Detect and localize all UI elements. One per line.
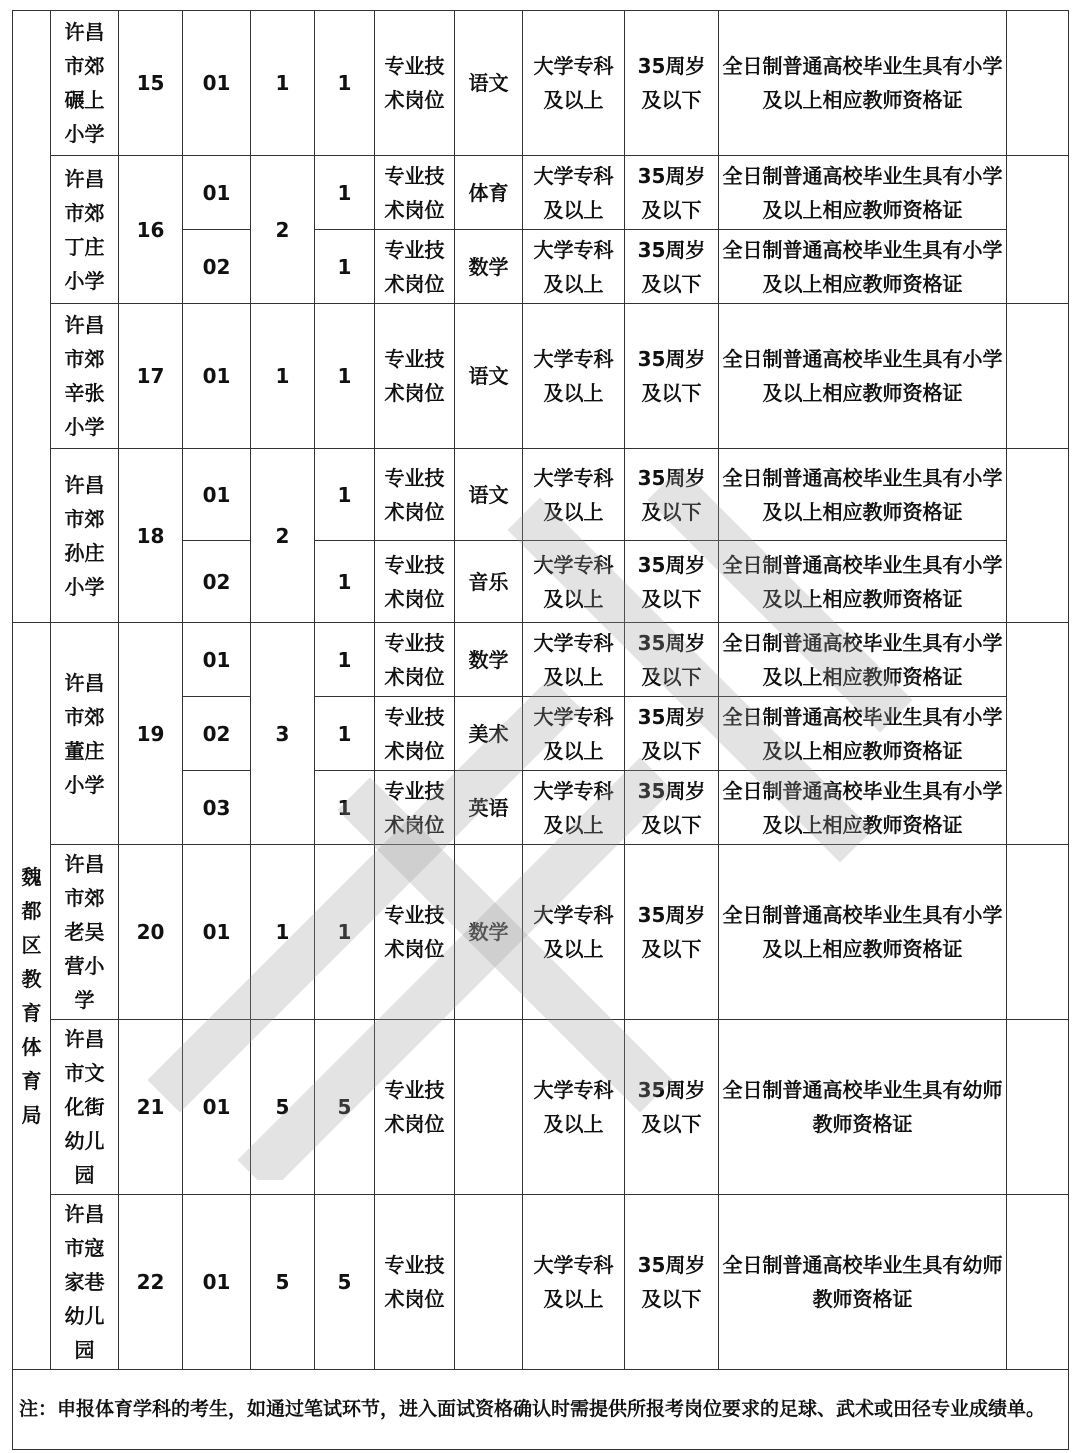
- education: 大学专科 及以上: [523, 541, 625, 623]
- subject: 语文: [455, 304, 523, 449]
- requirement: 全日制普通高校毕业生具有小学及以上相应教师资格证: [719, 845, 1007, 1020]
- position-code: 01: [183, 1020, 251, 1195]
- age-limit: 35周岁 及以下: [625, 11, 719, 156]
- position-code: 01: [183, 156, 251, 230]
- total-count: 5: [251, 1020, 315, 1195]
- requirement: 全日制普通高校毕业生具有小学及以上相应教师资格证: [719, 697, 1007, 771]
- position-count: 1: [315, 156, 375, 230]
- position-count: 1: [315, 304, 375, 449]
- subject: 数学: [455, 845, 523, 1020]
- position-code: 01: [183, 449, 251, 541]
- subject: 体育: [455, 156, 523, 230]
- school-name: 许昌 市郊 辛张 小学: [51, 304, 119, 449]
- position-type: 专业技 术岗位: [375, 1020, 455, 1195]
- age-limit: 35周岁 及以下: [625, 623, 719, 697]
- position-count: 5: [315, 1195, 375, 1370]
- department-name: 魏 都 区 教 育 体 育 局: [13, 623, 51, 1370]
- education: 大学专科 及以上: [523, 845, 625, 1020]
- seq-number: 22: [119, 1195, 183, 1370]
- position-count: 1: [315, 541, 375, 623]
- subject: 美术: [455, 697, 523, 771]
- position-count: 1: [315, 230, 375, 304]
- requirement: 全日制普通高校毕业生具有小学及以上相应教师资格证: [719, 304, 1007, 449]
- position-count: 1: [315, 449, 375, 541]
- subject: [455, 1195, 523, 1370]
- remark: [1007, 1020, 1069, 1195]
- total-count: 3: [251, 623, 315, 845]
- subject: 数学: [455, 230, 523, 304]
- position-code: 01: [183, 11, 251, 156]
- age-limit: 35周岁 及以下: [625, 541, 719, 623]
- seq-number: 17: [119, 304, 183, 449]
- position-count: 1: [315, 697, 375, 771]
- position-code: 01: [183, 845, 251, 1020]
- position-code: 01: [183, 623, 251, 697]
- requirement: 全日制普通高校毕业生具有小学及以上相应教师资格证: [719, 230, 1007, 304]
- total-count: 5: [251, 1195, 315, 1370]
- age-limit: 35周岁 及以下: [625, 1195, 719, 1370]
- school-name: 许昌 市郊 丁庄 小学: [51, 156, 119, 304]
- position-code: 01: [183, 304, 251, 449]
- school-name: 许昌 市郊 老吴 营小 学: [51, 845, 119, 1020]
- remark: [1007, 1195, 1069, 1370]
- requirement: 全日制普通高校毕业生具有幼师教师资格证: [719, 1020, 1007, 1195]
- requirement: 全日制普通高校毕业生具有幼师教师资格证: [719, 1195, 1007, 1370]
- age-limit: 35周岁 及以下: [625, 156, 719, 230]
- seq-number: 16: [119, 156, 183, 304]
- position-code: 02: [183, 697, 251, 771]
- position-count: 1: [315, 845, 375, 1020]
- position-count: 1: [315, 11, 375, 156]
- total-count: 1: [251, 845, 315, 1020]
- total-count: 1: [251, 11, 315, 156]
- position-code: 02: [183, 230, 251, 304]
- position-type: 专业技 术岗位: [375, 230, 455, 304]
- position-type: 专业技 术岗位: [375, 11, 455, 156]
- school-name: 许昌 市郊 董庄 小学: [51, 623, 119, 845]
- seq-number: 15: [119, 11, 183, 156]
- education: 大学专科 及以上: [523, 623, 625, 697]
- age-limit: 35周岁 及以下: [625, 771, 719, 845]
- position-type: 专业技 术岗位: [375, 697, 455, 771]
- education: 大学专科 及以上: [523, 1195, 625, 1370]
- position-type: 专业技 术岗位: [375, 449, 455, 541]
- department-cell-top: [13, 11, 51, 623]
- age-limit: 35周岁 及以下: [625, 230, 719, 304]
- subject: 数学: [455, 623, 523, 697]
- seq-number: 19: [119, 623, 183, 845]
- seq-number: 21: [119, 1020, 183, 1195]
- education: 大学专科 及以上: [523, 771, 625, 845]
- education: 大学专科 及以上: [523, 697, 625, 771]
- age-limit: 35周岁 及以下: [625, 697, 719, 771]
- subject: 音乐: [455, 541, 523, 623]
- position-code: 01: [183, 1195, 251, 1370]
- requirement: 全日制普通高校毕业生具有小学及以上相应教师资格证: [719, 449, 1007, 541]
- seq-number: 18: [119, 449, 183, 623]
- position-type: 专业技 术岗位: [375, 304, 455, 449]
- total-count: 1: [251, 304, 315, 449]
- position-code: 02: [183, 541, 251, 623]
- seq-number: 20: [119, 845, 183, 1020]
- recruitment-table: [12, 10, 1069, 1450]
- position-type: 专业技 术岗位: [375, 771, 455, 845]
- total-count: 2: [251, 449, 315, 623]
- requirement: 全日制普通高校毕业生具有小学及以上相应教师资格证: [719, 541, 1007, 623]
- requirement: 全日制普通高校毕业生具有小学及以上相应教师资格证: [719, 623, 1007, 697]
- position-type: 专业技 术岗位: [375, 541, 455, 623]
- position-type: 专业技 术岗位: [375, 1195, 455, 1370]
- requirement: 全日制普通高校毕业生具有小学及以上相应教师资格证: [719, 11, 1007, 156]
- remark: [1007, 11, 1069, 156]
- education: 大学专科 及以上: [523, 449, 625, 541]
- remark: [1007, 304, 1069, 449]
- school-name: 许昌 市郊 碾上 小学: [51, 11, 119, 156]
- footnote: 注：申报体育学科的考生，如通过笔试环节，进入面试资格确认时需提供所报考岗位要求的足球、武术或田径专业成绩单。: [13, 1370, 1069, 1450]
- remark: [1007, 449, 1069, 623]
- school-name: 许昌 市文 化街 幼儿 园: [51, 1020, 119, 1195]
- school-name: 许昌 市寇 家巷 幼儿 园: [51, 1195, 119, 1370]
- age-limit: 35周岁 及以下: [625, 449, 719, 541]
- position-count: 5: [315, 1020, 375, 1195]
- subject: 英语: [455, 771, 523, 845]
- total-count: 2: [251, 156, 315, 304]
- requirement: 全日制普通高校毕业生具有小学及以上相应教师资格证: [719, 771, 1007, 845]
- age-limit: 35周岁 及以下: [625, 304, 719, 449]
- education: 大学专科 及以上: [523, 304, 625, 449]
- education: 大学专科 及以上: [523, 156, 625, 230]
- subject: 语文: [455, 449, 523, 541]
- position-type: 专业技 术岗位: [375, 623, 455, 697]
- subject: [455, 1020, 523, 1195]
- position-code: 03: [183, 771, 251, 845]
- remark: [1007, 845, 1069, 1020]
- position-type: 专业技 术岗位: [375, 845, 455, 1020]
- remark: [1007, 156, 1069, 304]
- school-name: 许昌 市郊 孙庄 小学: [51, 449, 119, 623]
- education: 大学专科 及以上: [523, 11, 625, 156]
- education: 大学专科 及以上: [523, 1020, 625, 1195]
- position-count: 1: [315, 623, 375, 697]
- education: 大学专科 及以上: [523, 230, 625, 304]
- position-count: 1: [315, 771, 375, 845]
- requirement: 全日制普通高校毕业生具有小学及以上相应教师资格证: [719, 156, 1007, 230]
- age-limit: 35周岁 及以下: [625, 845, 719, 1020]
- position-type: 专业技 术岗位: [375, 156, 455, 230]
- subject: 语文: [455, 11, 523, 156]
- age-limit: 35周岁 及以下: [625, 1020, 719, 1195]
- remark: [1007, 623, 1069, 845]
